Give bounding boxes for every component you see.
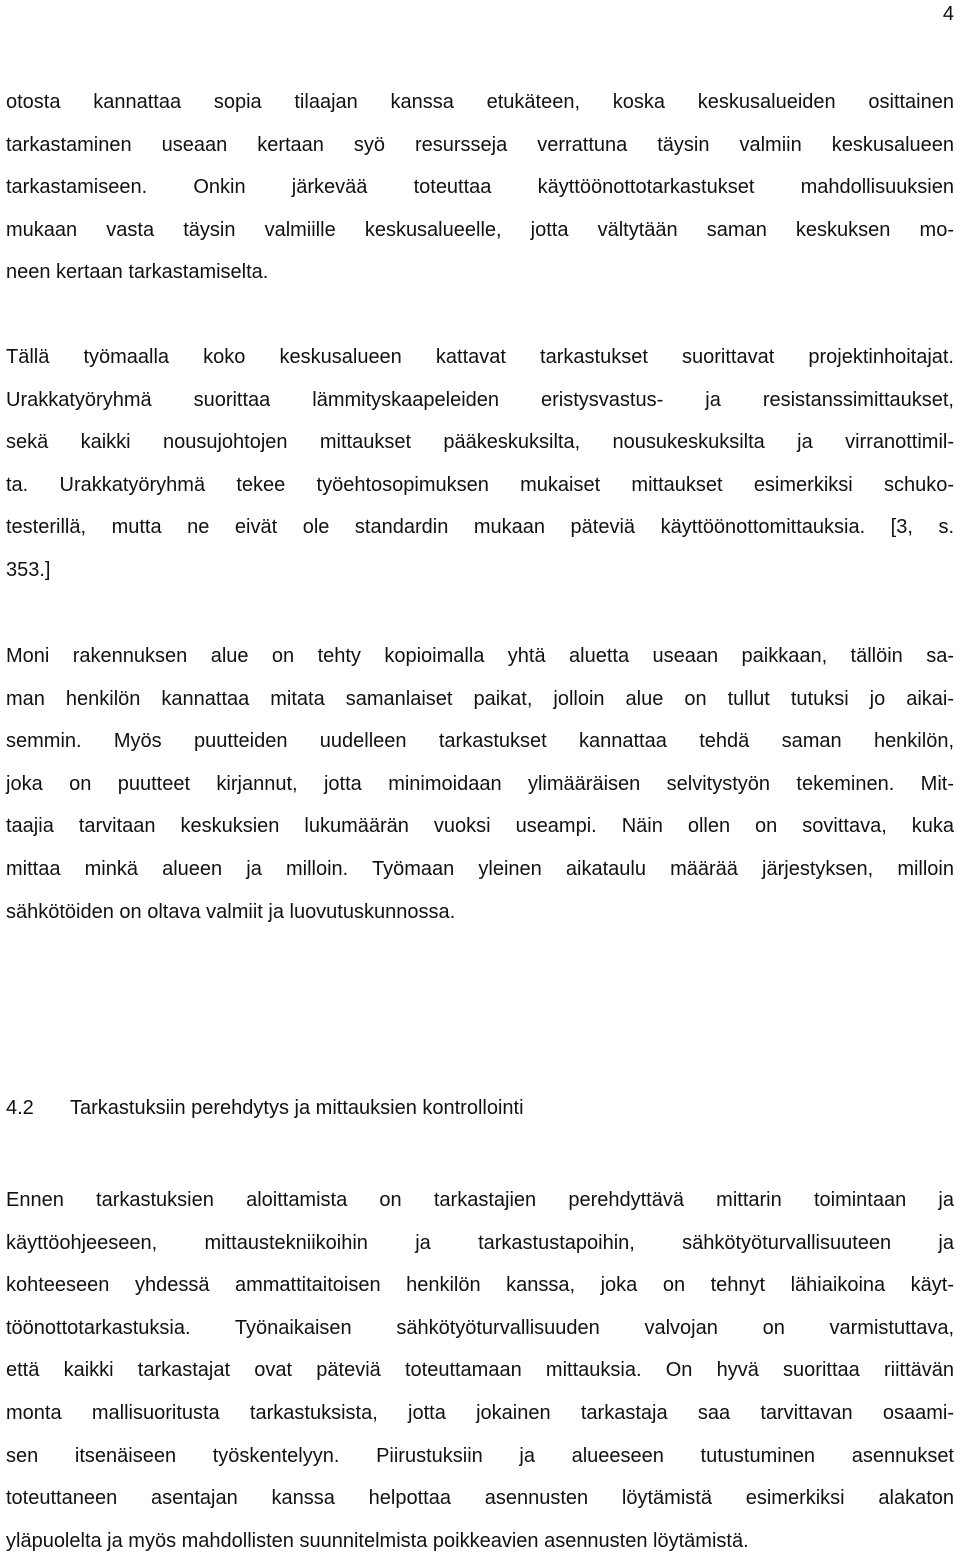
text-line: monta mallisuoritusta tarkastuksista, jotta jokainen tarkastaja saa tarvittavan osaami-	[6, 1401, 954, 1424]
paragraph-responsibilities	[6, 336, 954, 592]
text-line: Ennen tarkastuksien aloittamista on tarkastajien perehdyttävä mittarin toimintaan ja	[6, 1189, 954, 1211]
text-line: sekä kaikki nousujohtojen mittaukset pääkeskuksilta, nousukeskuksilta ja virranottimil-	[6, 431, 954, 454]
text-line: sähkötöiden on oltava valmiit ja luovutuskunnossa.	[6, 900, 456, 923]
text-line: otosta kannattaa sopia tilaajan kanssa etukäteen, koska keskusalueiden osittainen	[6, 91, 954, 113]
text-line: yläpuolelta ja myös mahdollisten suunnitelmista poikkeavien asennusten löytämistä.	[6, 1529, 749, 1552]
text-line: töönottotarkastuksia. Työnaikaisen sähkötyöturvallisuuden valvojan on varmistuttava,	[6, 1316, 954, 1339]
paragraph-inspection-scheduling	[6, 81, 954, 294]
text-line: 353.]	[6, 558, 51, 581]
text-line: testerillä, mutta ne eivät ole standardin mukaan päteviä käyttöönottomittauksia. [3, s.	[6, 516, 954, 539]
text-line: ta. Urakkatyöryhmä tekee työehtosopimuksen mukaiset mittaukset esimerkiksi schuko-	[6, 473, 954, 496]
text-line: Tällä työmaalla koko keskusalueen kattavat tarkastukset suorittavat projektinhoitajat.	[6, 346, 954, 368]
text-line: toteuttaneen asentajan kanssa helpottaa asennusten löytämistä esimerkiksi alakaton	[6, 1487, 954, 1510]
text-line: että kaikki tarkastajat ovat päteviä toteuttamaan mittauksia. On hyvä suorittaa riittävän	[6, 1359, 954, 1382]
text-line: sen itsenäiseen työskentelyyn. Piirustuksiin ja alueeseen tutustuminen asennukset	[6, 1444, 954, 1467]
text-line: tarkastaminen useaan kertaan syö resursseja verrattuna täysin valmiin keskusalueen	[6, 133, 954, 156]
section-number: 4.2	[6, 1097, 34, 1119]
section-title: Tarkastuksiin perehdytys ja mittauksien kontrollointi	[70, 1097, 524, 1119]
text-line: tarkastamiseen. Onkin järkevää toteuttaa käyttöönottotarkastukset mahdollisuuksien	[6, 176, 954, 199]
text-line: taajia tarvitaan keskuksien lukumäärän vuoksi useampi. Näin ollen on sovittava, kuka	[6, 815, 954, 838]
text-line: käyttöohjeeseen, mittaustekniikoihin ja tarkastustapoihin, sähkötyöturvallisuuteen ja	[6, 1231, 954, 1254]
paragraph-measurement-assignment	[6, 635, 954, 933]
text-line: mukaan vasta täysin valmiille keskusalueelle, jotta vältytään saman keskuksen mo-	[6, 218, 954, 241]
paragraph-inspector-orientation	[6, 1179, 954, 1562]
text-line: kohteeseen yhdessä ammattitaitoisen henkilön kanssa, joka on tehnyt lähiaikoina käyt-	[6, 1274, 954, 1297]
text-line: mittaa minkä alueen ja milloin. Työmaan yleinen aikataulu määrää järjestyksen, milloin	[6, 857, 954, 880]
page-number: 4	[942, 3, 954, 25]
text-line: semmin. Myös puutteiden uudelleen tarkastukset kannattaa tehdä saman henkilön,	[6, 730, 954, 753]
text-line: Urakkatyöryhmä suorittaa lämmityskaapeleiden eristysvastus- ja resistanssimittaukset,	[6, 388, 954, 411]
section-heading	[6, 1090, 524, 1126]
text-line: man henkilön kannattaa mitata samanlaiset paikat, jolloin alue on tullut tutuksi jo aikai-	[6, 687, 954, 710]
text-line: neen kertaan tarkastamiselta.	[6, 261, 269, 284]
text-line: Moni rakennuksen alue on tehty kopioimalla yhtä aluetta useaan paikkaan, tällöin sa-	[6, 645, 954, 667]
text-line: joka on puutteet kirjannut, jotta minimoidaan ylimääräisen selvitystyön tekeminen. Mit-	[6, 772, 954, 795]
